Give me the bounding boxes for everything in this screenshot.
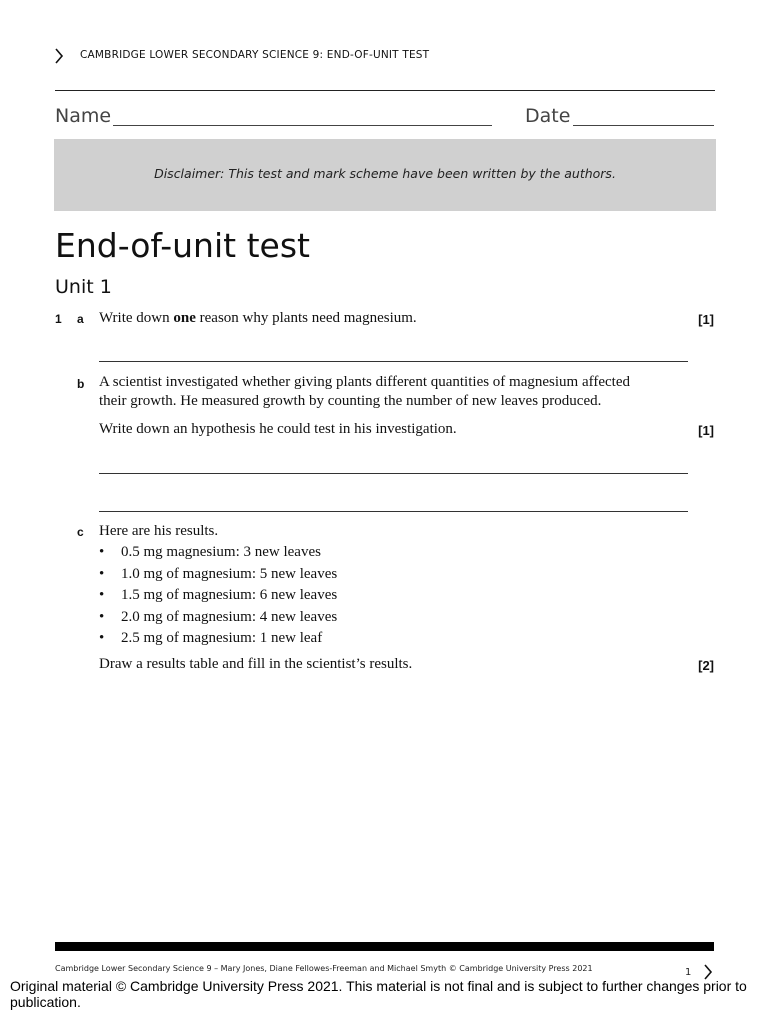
date-label: Date <box>525 105 571 127</box>
question-b-line1: A scientist investigated whether giving plants different quantities of magnesium affected <box>99 374 630 390</box>
name-label: Name <box>55 105 112 127</box>
answer-line-a[interactable] <box>99 361 688 362</box>
unit-label: Unit 1 <box>55 276 112 298</box>
list-item-text: 1.5 mg of magnesium: 6 new leaves <box>121 587 338 604</box>
disclaimer-box <box>54 139 716 211</box>
bullet-icon: • <box>99 608 105 625</box>
answer-line-b1[interactable] <box>99 473 688 474</box>
bullet-icon: • <box>99 587 105 604</box>
question-c-letter: c <box>77 525 84 539</box>
question-a-text-after: reason why plants need magnesium. <box>195 310 417 326</box>
page-title: End-of-unit test <box>55 226 310 265</box>
question-c-marks: [2] <box>698 658 714 673</box>
answer-line-b2[interactable] <box>99 511 688 512</box>
page-number: 1 <box>685 967 692 978</box>
list-item-text: 2.0 mg of magnesium: 4 new leaves <box>121 608 338 625</box>
question-b-letter: b <box>77 377 85 391</box>
question-c-prompt: Draw a results table and fill in the scientist’s results. <box>99 656 413 672</box>
list-item-text: 0.5 mg magnesium: 3 new leaves <box>121 544 321 560</box>
date-field-line[interactable] <box>573 125 714 126</box>
results-list <box>99 542 337 650</box>
question-b-line2: their growth. He measured growth by counting the number of new leaves produced. <box>99 393 602 409</box>
list-item-text: 1.0 mg of magnesium: 5 new leaves <box>121 565 338 582</box>
question-a-text-bold: one <box>173 310 196 326</box>
chevron-right-icon <box>54 47 64 65</box>
question-a-marks: [1] <box>698 312 714 327</box>
question-b-prompt: Write down an hypothesis he could test in his investigation. <box>99 421 457 437</box>
list-item <box>99 628 337 650</box>
disclaimer-text: Disclaimer: This test and mark scheme have been written by the authors. <box>154 166 616 181</box>
copyright-notice: Original material © Cambridge University Press 2021. This material is not final and is subject to further changes prior to publication. <box>10 978 747 1010</box>
list-item <box>99 607 337 629</box>
name-field-line[interactable] <box>113 125 492 126</box>
question-c-intro: Here are his results. <box>99 523 219 539</box>
bullet-icon: • <box>99 544 105 560</box>
list-item-text: 2.5 mg of magnesium: 1 new leaf <box>121 630 323 647</box>
list-item <box>99 585 337 607</box>
list-item <box>99 564 337 586</box>
question-a-text-before: Write down <box>99 310 174 326</box>
header-title: CAMBRIDGE LOWER SECONDARY SCIENCE 9: END-OF-UNIT TEST <box>80 49 430 61</box>
list-item <box>99 542 337 564</box>
question-number: 1 <box>55 312 62 326</box>
question-b-marks: [1] <box>698 423 714 438</box>
question-a-text <box>99 309 417 329</box>
footer-credit: Cambridge Lower Secondary Science 9 – Mary Jones, Diane Fellowes-Freeman and Michael Smyth © Cambridge University Press 2021 <box>55 964 593 973</box>
bullet-icon: • <box>99 630 105 647</box>
footer-bar <box>55 942 714 951</box>
question-a-letter: a <box>77 312 84 326</box>
header-divider <box>55 90 715 91</box>
bullet-icon: • <box>99 565 105 582</box>
